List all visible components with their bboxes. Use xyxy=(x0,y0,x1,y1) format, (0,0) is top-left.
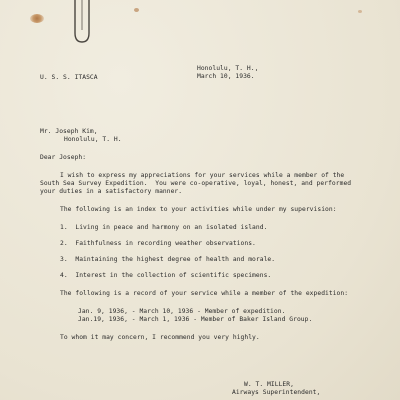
record-line: Jan.19, 1936, - March 1, 1936 - Member of Baker Island Group. xyxy=(78,316,313,323)
body-line: I wish to express my appreciations for your services while a member of the xyxy=(60,172,345,179)
list-item: 4. Interest in the collection of scientific specimens. xyxy=(60,272,272,279)
paper-clip-icon xyxy=(71,0,93,46)
signature-name: W. T. MILLER, xyxy=(244,381,294,388)
date-line: March 10, 1936. xyxy=(197,73,255,80)
ship-name: U. S. S. ITASCA xyxy=(40,74,98,81)
list-item: 3. Maintaining the highest degree of health and morale. xyxy=(60,256,276,263)
list-item: 2. Faithfulness in recording weather observations. xyxy=(60,240,256,247)
closing-line: To whom it may concern, I recommend you very highly. xyxy=(60,334,260,341)
addressee-city: Honolulu, T. H. xyxy=(64,136,122,143)
list-item: 1. Living in peace and harmony on an isolated island. xyxy=(60,224,268,231)
record-line: Jan. 9, 1936, - March 10, 1936 - Member of expedition. xyxy=(78,308,286,315)
location-line: Honolulu, T. H., xyxy=(197,65,259,72)
record-intro: The following is a record of your service while a member of the expedition: xyxy=(60,290,349,297)
body-line: South Sea Survey Expedition. You were co-operative, loyal, honest, and performed xyxy=(40,180,352,187)
stain-mark xyxy=(134,8,139,12)
addressee-name: Mr. Joseph Kim, xyxy=(40,128,98,135)
stain-mark xyxy=(30,14,44,23)
signature-title: Airways Superintendent, xyxy=(232,389,321,396)
body-line: your duties in a satisfactory manner. xyxy=(40,188,183,195)
stain-mark xyxy=(358,10,362,13)
index-intro: The following is an index to your activities while under my supervision: xyxy=(60,206,337,213)
salutation: Dear Joseph: xyxy=(40,154,87,161)
